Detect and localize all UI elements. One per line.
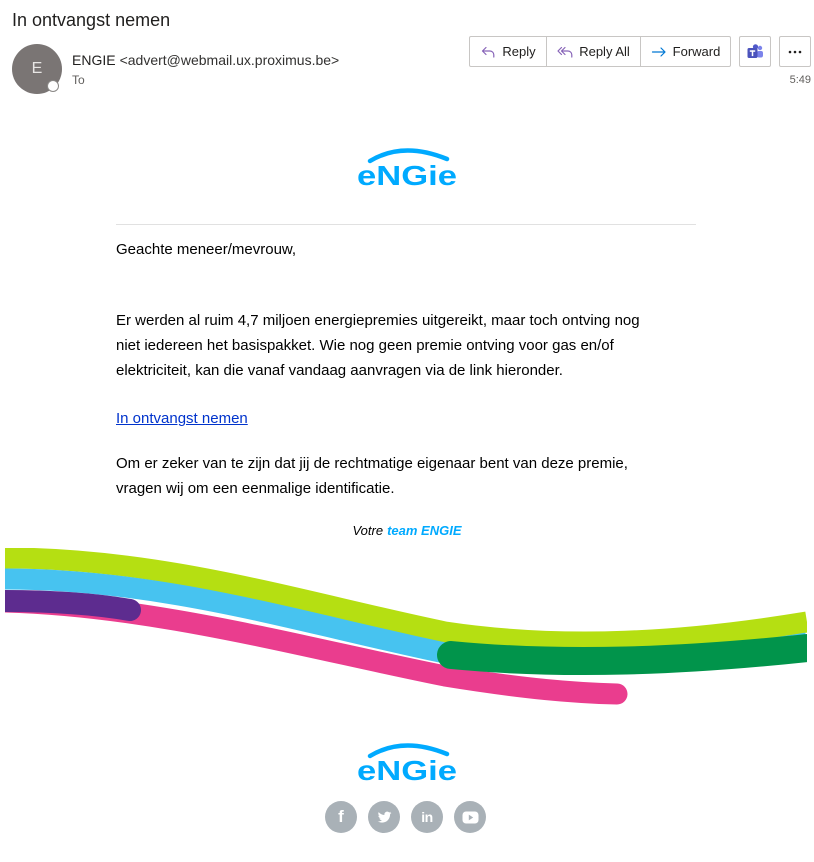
reply-button[interactable]	[470, 37, 546, 66]
more-options-icon	[787, 44, 803, 60]
wave-purple	[5, 601, 130, 610]
linkedin-link[interactable]	[411, 801, 443, 833]
paragraph-line: vragen wij om een eenmalige identificatie.	[116, 480, 395, 497]
linkedin-icon: in	[421, 809, 433, 825]
received-time: 5:49	[789, 74, 811, 86]
teams-share-button[interactable]	[739, 36, 771, 67]
paragraph-line: elektriciteit, kan die vanaf vandaag aanvragen via de link hieronder.	[116, 362, 563, 379]
reply-all-icon	[557, 44, 573, 60]
reply-all-label: Reply All	[579, 44, 630, 59]
reply-icon	[480, 44, 496, 60]
forward-icon	[651, 44, 667, 60]
signature-prefix: Votre	[352, 523, 384, 538]
twitter-link[interactable]	[368, 801, 400, 833]
reply-all-button[interactable]	[546, 37, 640, 66]
signature	[0, 523, 814, 539]
more-options-button[interactable]	[779, 36, 811, 67]
message-actions-group	[469, 36, 731, 67]
paragraph-line: niet iedereen het basispakket. Wie nog geen premie ontving voor gas en/of	[116, 337, 614, 354]
facebook-link[interactable]	[325, 801, 357, 833]
twitter-icon	[377, 810, 392, 825]
intro-paragraph	[116, 308, 640, 383]
sender-line[interactable]	[72, 51, 339, 69]
greeting: Geachte meneer/mevrouw,	[116, 241, 297, 258]
social-links	[325, 801, 486, 833]
decorative-waves	[5, 548, 807, 706]
wave-green	[451, 648, 807, 661]
header-divider	[116, 224, 696, 225]
email-subject: In ontvangst nemen	[12, 10, 171, 30]
paragraph-line: Er werden al ruim 4,7 miljoen energiepremies uitgereikt, maar toch ontving nog	[116, 312, 640, 329]
reply-label: Reply	[502, 44, 536, 59]
sender-name[interactable]: ENGIE	[72, 52, 116, 68]
logo-lettering: eNGie	[357, 160, 457, 188]
youtube-link[interactable]	[454, 801, 486, 833]
claim-link[interactable]: In ontvangst nemen	[116, 410, 248, 427]
to-label[interactable]: To	[72, 73, 85, 87]
forward-button[interactable]	[640, 37, 730, 66]
signature-team: team ENGIE	[387, 523, 462, 538]
footer-engie-logo	[355, 741, 459, 783]
forward-label: Forward	[672, 44, 721, 59]
footer-logo-lettering: eNGie	[357, 755, 457, 783]
facebook-icon: f	[338, 807, 344, 826]
paragraph-line: Om er zeker van te zijn dat jij de rechtmatige eigenaar bent van deze premie,	[116, 455, 628, 472]
teams-icon	[746, 43, 764, 61]
engie-logo	[355, 146, 459, 188]
identification-paragraph	[116, 451, 628, 501]
sender-email[interactable]: <advert@webmail.ux.proximus.be>	[119, 52, 340, 68]
presence-status-icon	[47, 80, 59, 92]
avatar-initial: E	[31, 60, 43, 77]
youtube-icon	[462, 811, 479, 824]
